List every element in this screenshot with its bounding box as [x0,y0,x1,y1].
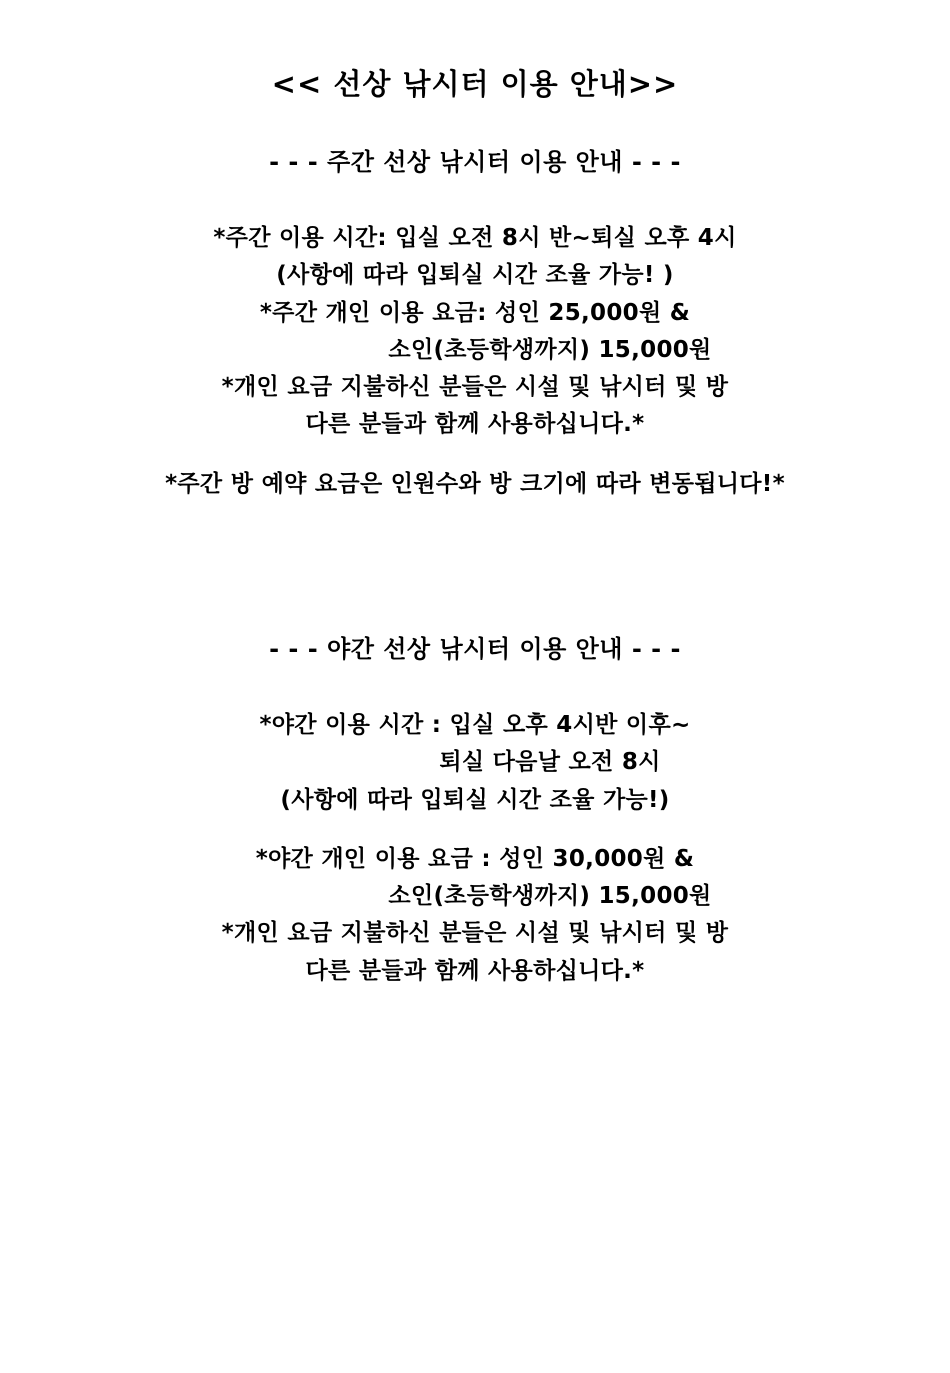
daytime-price-adult-line: *주간 개인 이용 요금: 성인 25,000원 & [259,299,691,326]
nighttime-hours-line-1: *야간 이용 시간 : 입실 오후 4시반 이후~ [259,712,691,739]
nighttime-hours-line-2: 퇴실 다음날 오전 8시 [439,749,661,776]
spacer [0,819,950,841]
nighttime-hours-note-line: (사항에 따라 입퇴실 시간 조율 가능!) [280,786,670,813]
nighttime-price-child-line: 소인(초등학생까지) 15,000원 [388,883,712,910]
daytime-hours-line: *주간 이용 시간: 입실 오전 8시 반~퇴실 오후 4시 [213,225,737,252]
spacer [0,503,950,633]
nighttime-facility-line-1: *개인 요금 지불하신 분들은 시설 및 낚시터 및 방 [221,920,729,947]
daytime-facility-line-2: 다른 분들과 함께 사용하십니다.* [305,411,645,438]
section-heading-daytime: - - - 주간 선상 낚시터 이용 안내 - - - [269,147,681,176]
section-nighttime [0,633,950,990]
spacer [0,104,950,146]
document-page [0,66,950,1373]
spacer [0,178,950,220]
daytime-room-reservation-note: *주간 방 예약 요금은 인원수와 방 크기에 따라 변동됩니다!* [165,470,785,497]
spacer [0,444,950,466]
nighttime-price-adult-line: *야간 개인 이용 요금 : 성인 30,000원 & [255,845,695,872]
nighttime-facility-line-2: 다른 분들과 함께 사용하십니다.* [305,957,645,984]
daytime-price-child-line: 소인(초등학생까지) 15,000원 [388,336,712,363]
spacer [0,665,950,707]
page-title: << 선상 낚시터 이용 안내>> [271,67,679,101]
section-heading-nighttime: - - - 야간 선상 낚시터 이용 안내 - - - [269,634,681,663]
daytime-hours-note-line: (사항에 따라 입퇴실 시간 조율 가능! ) [276,262,674,289]
section-daytime [0,146,950,503]
daytime-facility-line-1: *개인 요금 지불하신 분들은 시설 및 낚시터 및 방 [221,374,729,401]
